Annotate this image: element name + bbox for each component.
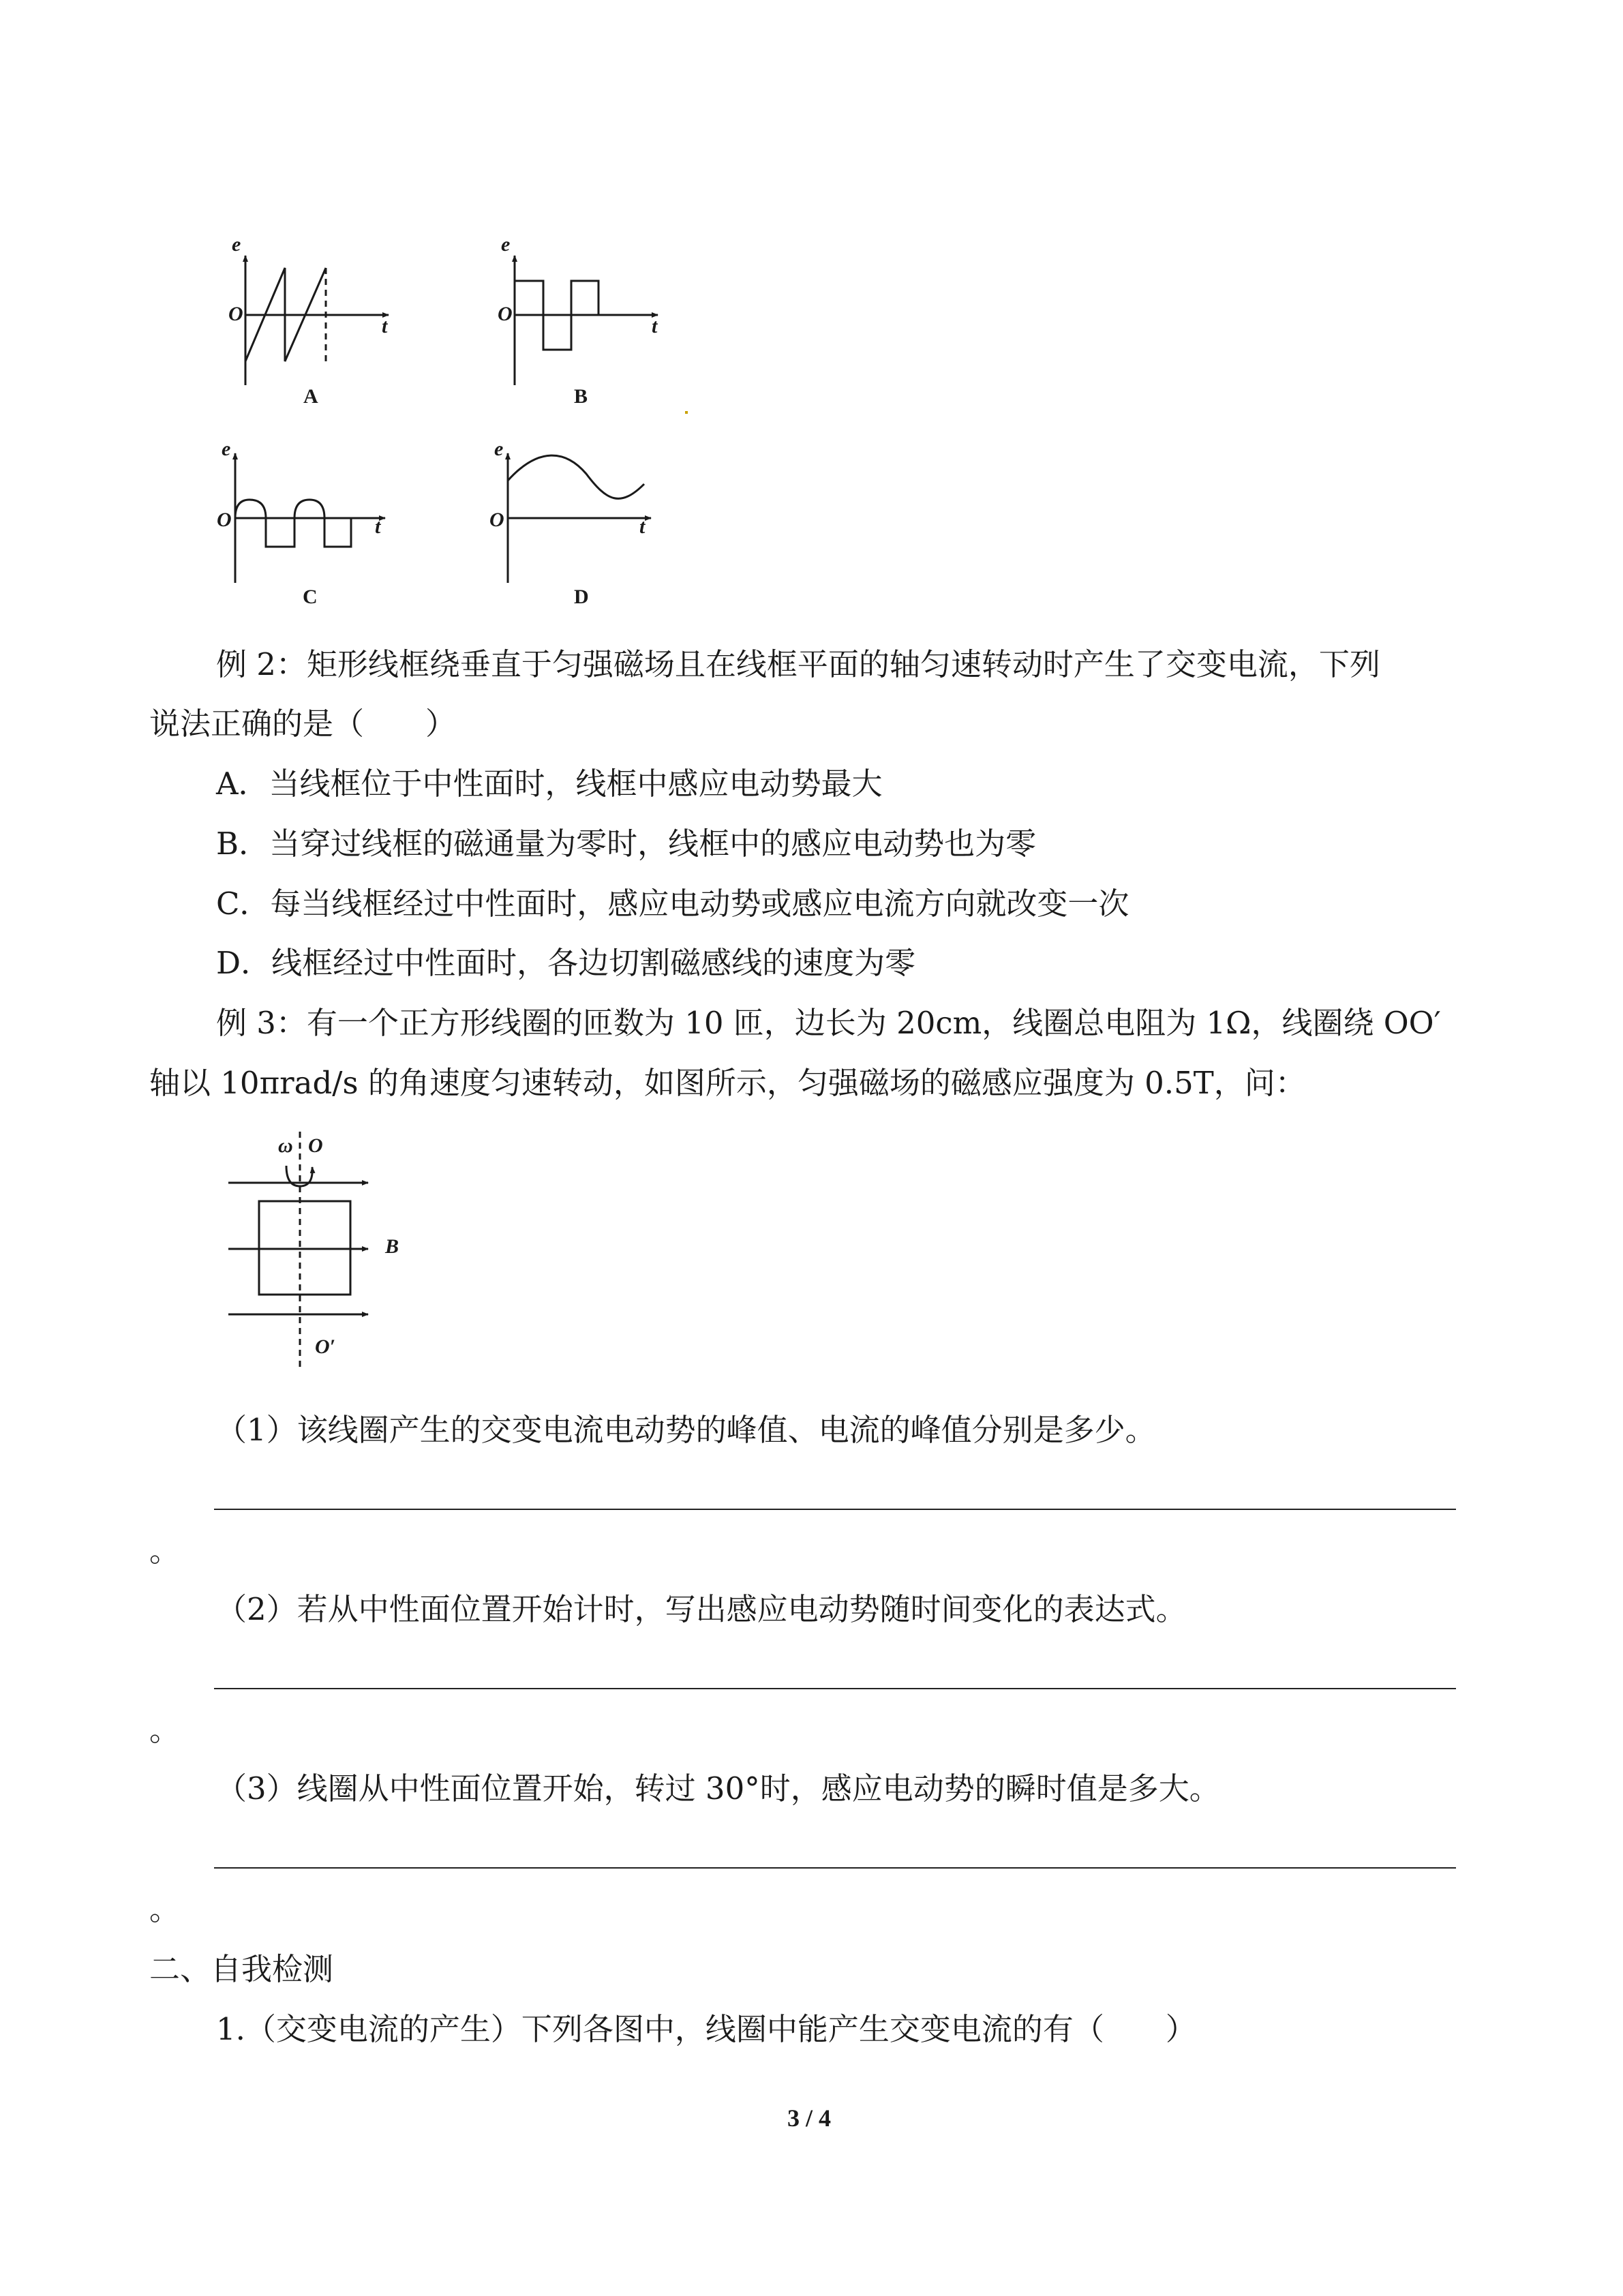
field-b-label: B bbox=[385, 1235, 399, 1258]
example3-question-1: （1）该线圈产生的交变电流电动势的峰值、电流的峰值分别是多少。 bbox=[216, 1412, 1156, 1448]
example2-option-d: D．线框经过中性面时，各边切割磁感线的速度为零 bbox=[216, 945, 916, 981]
graph-d-t-label: t bbox=[639, 515, 646, 538]
graph-b bbox=[515, 256, 658, 385]
graph-a-origin: O bbox=[228, 303, 243, 325]
example3-stem-line2: 轴以 10πrad/s 的角速度匀速转动，如图所示，匀强磁场的磁感应强度为 0.5T，问： bbox=[149, 1065, 1306, 1101]
axis-o-label: O bbox=[308, 1134, 323, 1157]
section2-heading: 二、自我检测 bbox=[149, 1951, 334, 1987]
answer-line-2[interactable] bbox=[214, 1688, 1456, 1689]
graph-a bbox=[245, 256, 389, 385]
graph-b-caption: B bbox=[574, 385, 588, 408]
example2-stem-line1: 例 2：矩形线框绕垂直于匀强磁场且在线框平面的轴匀速转动时产生了交变电流，下列 bbox=[216, 646, 1380, 682]
example3-question-2: （2）若从中性面位置开始计时，写出感应电动势随时间变化的表达式。 bbox=[216, 1591, 1187, 1627]
graph-c-caption: C bbox=[303, 586, 318, 608]
graph-a-t-label: t bbox=[382, 315, 388, 337]
axis-o-prime-label: O′ bbox=[315, 1335, 336, 1358]
section2-question-1: 1.（交变电流的产生）下列各图中，线圈中能产生交变电流的有（ ） bbox=[216, 2011, 1196, 2047]
graph-c bbox=[235, 453, 385, 583]
graph-a-e-label: e bbox=[232, 233, 241, 256]
answer-end-1: 。 bbox=[149, 1532, 181, 1569]
answer-end-3: 。 bbox=[149, 1891, 181, 1927]
graph-c-wave bbox=[235, 500, 351, 547]
example3-question-3: （3）线圈从中性面位置开始，转过 30°时，感应电动势的瞬时值是多大。 bbox=[216, 1770, 1220, 1807]
omega-label: ω bbox=[278, 1134, 293, 1157]
graph-c-t-label: t bbox=[375, 515, 381, 538]
stray-dot bbox=[685, 411, 688, 414]
answer-line-3[interactable] bbox=[214, 1867, 1456, 1869]
graph-c-origin: O bbox=[217, 509, 232, 531]
example2-option-b: B．当穿过线框的磁通量为零时，线框中的感应电动势也为零 bbox=[216, 826, 1037, 862]
page-number: 3 / 4 bbox=[787, 2104, 832, 2132]
example2-option-c: C．每当线框经过中性面时，感应电动势或感应电流方向就改变一次 bbox=[216, 886, 1129, 922]
graph-a-caption: A bbox=[303, 385, 318, 408]
graph-c-e-label: e bbox=[222, 438, 231, 460]
answer-line-1[interactable] bbox=[214, 1509, 1456, 1510]
graph-b-t-label: t bbox=[652, 315, 658, 337]
graph-d-caption: D bbox=[574, 586, 589, 608]
example2-option-a: A．当线框位于中性面时，线框中感应电动势最大 bbox=[216, 766, 883, 802]
answer-end-2: 。 bbox=[149, 1712, 181, 1748]
example2-stem-line2: 说法正确的是（ ） bbox=[149, 706, 457, 742]
waveform-figures bbox=[0, 0, 750, 627]
graph-d bbox=[508, 453, 651, 583]
coil-figure bbox=[204, 1118, 450, 1377]
graph-b-e-label: e bbox=[501, 233, 511, 256]
graph-d-origin: O bbox=[489, 509, 504, 531]
graph-b-origin: O bbox=[498, 303, 513, 325]
graph-d-e-label: e bbox=[494, 438, 504, 460]
graph-d-sine bbox=[508, 455, 644, 498]
example3-stem-line1: 例 3：有一个正方形线圈的匝数为 10 匝，边长为 20cm，线圈总电阻为 1Ω，线圈绕 OO′ bbox=[216, 1005, 1441, 1041]
